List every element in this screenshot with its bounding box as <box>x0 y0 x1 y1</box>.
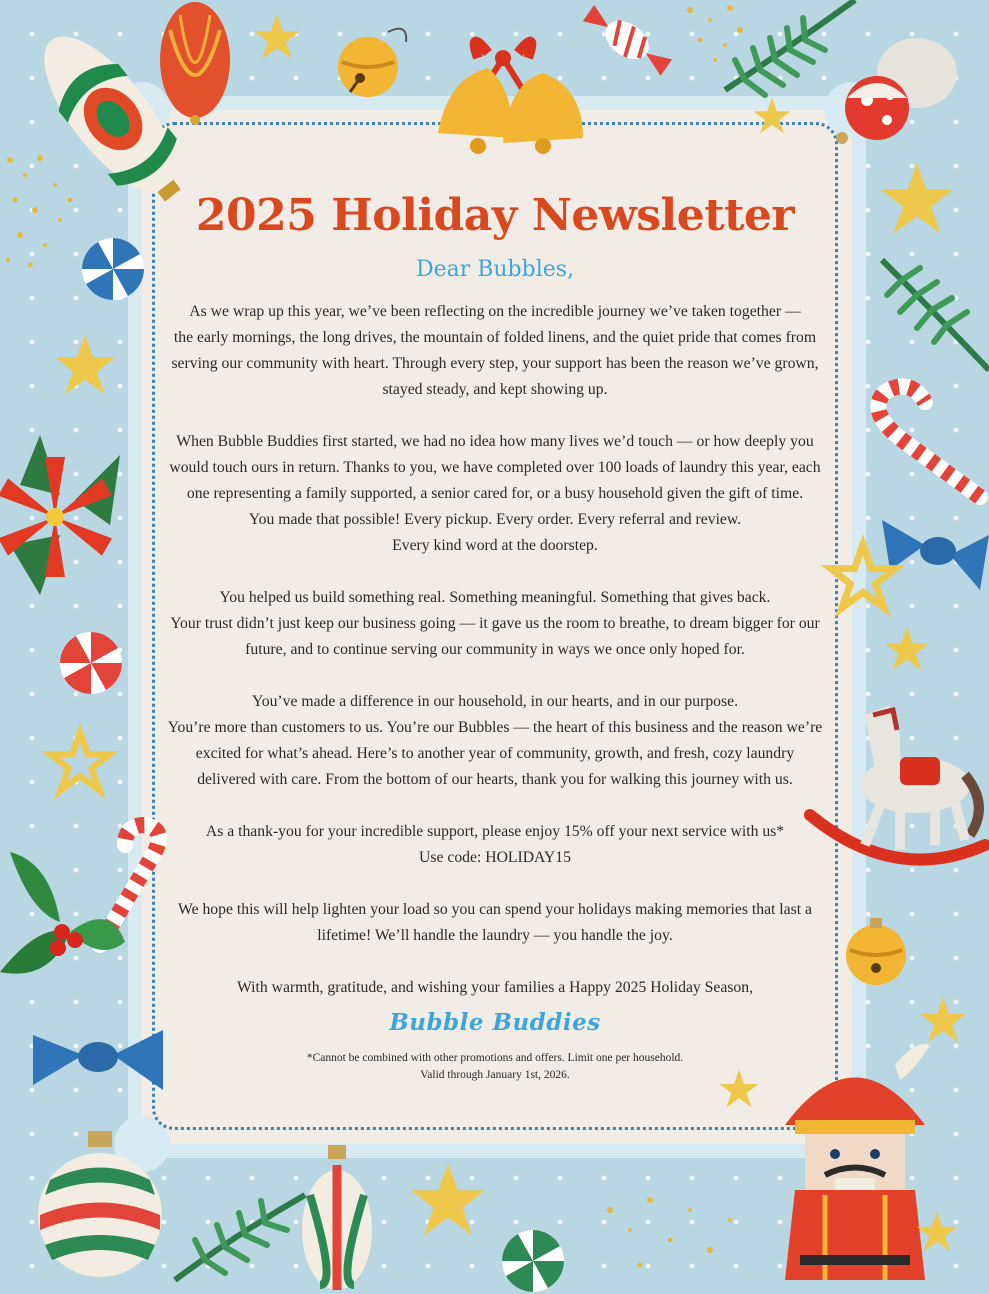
paragraph-line: You’ve made a difference in our household, in our hearts, and in our purpose. <box>251 693 739 711</box>
paragraph-line: You made that possible! Every pickup. Every order. Every referral and review. <box>248 511 742 529</box>
paragraph <box>165 689 825 793</box>
striped-ornament-icon <box>300 1145 375 1280</box>
paragraph-line: When Bubble Buddies first started, we had no idea how many lives we’d touch — or how deeply you <box>176 433 814 451</box>
footnote-line: Valid through January 1st, 2026. <box>420 1069 570 1082</box>
star-icon <box>252 12 302 62</box>
star-icon <box>878 160 956 238</box>
pine-branch-icon <box>872 250 989 380</box>
rocking-horse-icon <box>805 695 989 875</box>
glitter-dots <box>600 1180 740 1280</box>
paragraph-line: With warmth, gratitude, and wishing your families a Happy 2025 Holiday Season, <box>236 979 754 997</box>
candy-cane-icon <box>855 372 989 512</box>
candy-icon <box>575 0 680 80</box>
glitter-dots <box>0 140 110 280</box>
paragraph-line: would touch ours in return. Thanks to you, we have completed over 100 loads of laundry this year, each <box>169 459 821 477</box>
paragraph <box>165 897 825 949</box>
signature: Bubble Buddies <box>389 1009 601 1037</box>
paragraph-line: You’re more than customers to us. You’re our Bubbles — the heart of this business and the reason we’re <box>167 719 823 737</box>
holly-icon <box>0 832 130 992</box>
striped-bauble-icon <box>30 1125 170 1280</box>
paragraph <box>165 975 825 1001</box>
paragraph-gap <box>165 663 825 689</box>
paragraph-line: As a thank-you for your incredible support, please enjoy 15% off your next service with us* <box>205 823 785 841</box>
star-icon <box>752 96 792 136</box>
bells-icon <box>418 28 598 163</box>
peppermint-icon <box>500 1228 566 1294</box>
paragraph-line: the early mornings, the long drives, the mountain of folded linens, and the quiet pride that comes from <box>173 329 817 347</box>
peppermint-icon <box>58 630 124 696</box>
paragraph-line: We hope this will help lighten your load so you can spend your holidays making memories that last a <box>178 901 812 919</box>
paragraph-line: Use code: HOLIDAY15 <box>419 849 571 867</box>
paragraph-line: one representing a family supported, a senior cared for, or a busy household given the gift of time. <box>186 485 804 503</box>
paragraph-line: Every kind word at the doorstep. <box>392 537 598 555</box>
paragraph-line: Your trust didn’t just keep our business going — it gave us the room to breathe, to dream bigger for our <box>170 615 820 633</box>
paragraph-line: stayed steady, and kept showing up. <box>382 381 608 399</box>
paragraph-line: lifetime! We’ll handle the laundry — you handle the joy. <box>317 927 673 945</box>
paragraph-line: delivered with care. From the bottom of our hearts, thank you for walking this journey with us. <box>197 771 793 789</box>
bow-candy-icon <box>28 1015 168 1100</box>
jingle-bell-icon <box>836 910 916 990</box>
star-icon <box>408 1160 488 1240</box>
paragraph <box>165 429 825 559</box>
paragraph-line: future, and to continue serving our community in ways we once only hoped for. <box>245 641 745 659</box>
star-icon <box>48 730 112 794</box>
red-ornament-icon <box>150 0 240 130</box>
paragraph-line: As we wrap up this year, we’ve been reflecting on the incredible journey we’ve taken together — <box>189 303 801 321</box>
paragraph-gap <box>165 871 825 897</box>
footnote <box>165 1050 825 1084</box>
star-icon <box>883 625 931 673</box>
footnote-line: *Cannot be combined with other promotions and offers. Limit one per household. <box>306 1052 684 1065</box>
star-icon <box>52 332 118 398</box>
star-icon <box>918 995 968 1045</box>
paragraph-line: excited for what’s ahead. Here’s to another year of community, growth, and fresh, cozy laundry <box>195 745 795 763</box>
paragraph <box>165 819 825 871</box>
newsletter-letter <box>165 190 825 1084</box>
letter-body <box>165 299 825 1001</box>
greeting: Dear Bubbles, <box>415 256 575 282</box>
paragraph-gap <box>165 949 825 975</box>
star-icon <box>915 1210 959 1254</box>
paragraph-line: serving our community with heart. Through every step, your support has been the reason we’ve grown, <box>171 355 819 373</box>
pine-branch-icon <box>175 1185 305 1280</box>
jingle-bell-icon <box>328 22 418 102</box>
paragraph <box>165 299 825 403</box>
star-icon <box>828 542 898 612</box>
paragraph-gap <box>165 559 825 585</box>
glitter-dots <box>680 0 750 70</box>
paragraph-gap <box>165 793 825 819</box>
paragraph-gap <box>165 403 825 429</box>
newsletter-title: 2025 Holiday Newsletter <box>195 190 795 241</box>
poinsettia-icon <box>0 425 140 605</box>
paragraph <box>165 585 825 663</box>
paragraph-line: You helped us build something real. Something meaningful. Something that gives back. <box>219 589 771 607</box>
